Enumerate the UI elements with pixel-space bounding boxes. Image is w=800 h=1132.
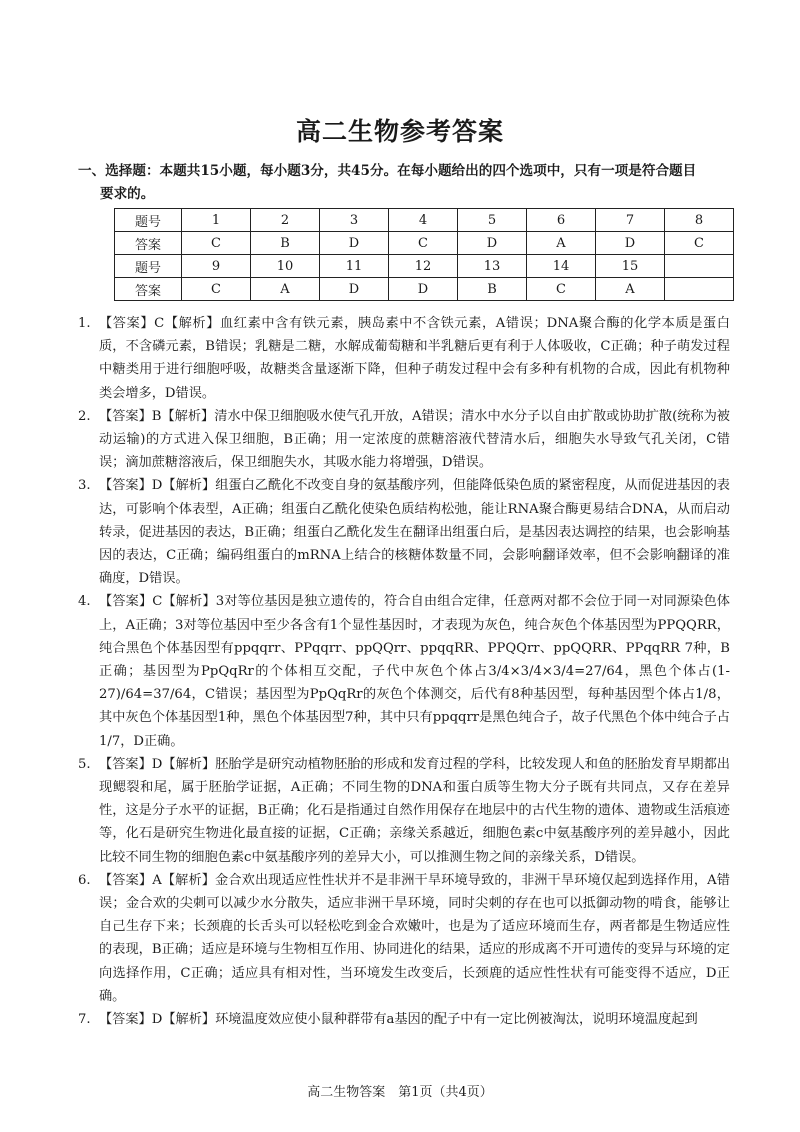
item-text: 【答案】B【解析】清水中保卫细胞吸水使气孔开放，A错误；清水中水分子以自由扩散或协助扩散(统称为被动运输)的方式进入保卫细胞，B正确；用一定浓度的蔗糖溶液代替清水后，细胞失水导致气孔关闭，C错误；滴加蔗糖溶液后，保卫细胞失水，其吸水能力将增强，D错误。 — [99, 408, 730, 471]
table-row-questions-1 — [115, 209, 734, 232]
question-cell: 4 — [389, 209, 458, 232]
question-cell: 9 — [182, 255, 251, 278]
item-number: 7. — [78, 1012, 91, 1028]
answer-cell: C — [182, 232, 251, 255]
page-title: 高二生物参考答案 — [295, 117, 504, 146]
explanation-list — [78, 312, 730, 1031]
question-cell: 1 — [182, 209, 251, 232]
question-cell: 11 — [320, 255, 389, 278]
row-label-answer: 答案 — [115, 278, 182, 301]
answer-cell-empty — [665, 278, 734, 301]
question-cell: 8 — [665, 209, 734, 232]
list-item — [78, 1008, 730, 1031]
section-heading — [78, 160, 728, 206]
answer-cell: D — [320, 278, 389, 301]
item-text: 【答案】C【解析】3对等位基因是独立遗传的，符合自由组合定律，任意两对都不会位于同一对同源染色体上，A正确；3对等位基因中至少各含有1个显性基因时，才表现为灰色，纯合灰色个体基因型为PPQQRR，纯合黑色个体基因型有ppqqrr、PPqqrr、ppQQrr、ppqqRR、PPQQrr、ppQQRR、PPqqRR 7种，B正确；基因型为PpQqRr的个体相互交配，子代中灰色个体占3/4×3/4×3/4=27/64，黑色个体占(1-27)/64=37/64，C错误；基因型为PpQqRr的灰色个体测交，后代有8种基因型，每种基因型个体占1/8，其中灰色个体基因型1种，黑色个体基因型7种，其中只有ppqqrr是黑色纯合子，故子代黑色个体中纯合子占1/7，D正确。 — [99, 594, 730, 749]
answer-cell: B — [251, 232, 320, 255]
answer-cell: D — [320, 232, 389, 255]
table-row-questions-2 — [115, 255, 734, 278]
row-label-question: 题号 — [115, 209, 182, 232]
row-label-answer: 答案 — [115, 232, 182, 255]
question-cell: 5 — [458, 209, 527, 232]
list-item — [78, 869, 730, 1008]
answer-cell: A — [596, 278, 665, 301]
question-cell: 15 — [596, 255, 665, 278]
item-text: 【答案】D【解析】环境温度效应使小鼠种群带有a基因的配子中有一定比例被淘汰，说明环境温度起到 — [99, 1012, 698, 1028]
answer-cell: A — [251, 278, 320, 301]
question-cell: 13 — [458, 255, 527, 278]
list-item — [78, 405, 730, 475]
question-cell: 10 — [251, 255, 320, 278]
question-cell-empty — [665, 255, 734, 278]
answer-cell: D — [458, 232, 527, 255]
answer-cell: D — [596, 232, 665, 255]
answer-cell: D — [389, 278, 458, 301]
answer-cell: C — [527, 278, 596, 301]
question-cell: 2 — [251, 209, 320, 232]
question-cell: 12 — [389, 255, 458, 278]
item-number: 3. — [78, 478, 91, 494]
answer-cell: C — [389, 232, 458, 255]
answer-table — [114, 208, 734, 301]
question-cell: 6 — [527, 209, 596, 232]
question-cell: 14 — [527, 255, 596, 278]
answer-cell: B — [458, 278, 527, 301]
table-row-answers-1 — [115, 232, 734, 255]
question-cell: 3 — [320, 209, 389, 232]
question-cell: 7 — [596, 209, 665, 232]
item-text: 【答案】D【解析】组蛋白乙酰化不改变自身的氨基酸序列，但能降低染色质的紧密程度，从而促进基因的表达，可影响个体表型，A正确；组蛋白乙酰化使染色质结构松弛，能让RNA聚合酶更易结合DNA，从而启动转录，促进基因的表达，B正确；组蛋白乙酰化发生在翻译出组蛋白后，是基因表达调控的结果，也会影响基因的表达，C正确；编码组蛋白的mRNA上结合的核糖体数量不同，会影响翻译效率，但不会影响翻译的准确度，D错误。 — [99, 478, 730, 587]
list-item — [78, 753, 730, 869]
section-heading-line-2: 要求的。 — [100, 186, 155, 202]
item-number: 5. — [78, 756, 91, 772]
item-number: 6. — [78, 872, 91, 888]
answer-cell: C — [182, 278, 251, 301]
item-text: 【答案】A【解析】金合欢出现适应性性状并不是非洲干旱环境导致的，非洲干旱环境仅起到选择作用，A错误；金合欢的尖刺可以减少水分散失，适应非洲干旱环境，同时尖刺的存在也可以抵御动物的啃食，能够让自己生存下来；长颈鹿的长舌头可以轻松吃到金合欢嫩叶，也是为了适应环境而生存，两者都是生物适应性的表现，B正确；适应是环境与生物相互作用、协同进化的结果，适应的形成离不开可遗传的变异与环境的定向选择作用，C正确；适应具有相对性，当环境发生改变后，长颈鹿的适应性性状有可能变得不适应，D正确。 — [99, 872, 730, 1004]
section-heading-line-1: 一、选择题：本题共15小题，每小题3分，共45分。在每小题给出的四个选项中，只有一项是符合题目 — [78, 163, 697, 179]
item-text: 【答案】C【解析】血红素中含有铁元素，胰岛素中不含铁元素，A错误；DNA聚合酶的化学本质是蛋白质，不含磷元素，B错误；乳糖是二糖，水解成葡萄糖和半乳糖后更有利于人体吸收，C正确；种子萌发过程中糖类用于进行细胞呼吸，故糖类含量逐渐下降，但种子萌发过程中会有多种有机物的合成，因此有机物种类会增多，D错误。 — [99, 316, 730, 401]
item-text: 【答案】D【解析】胚胎学是研究动植物胚胎的形成和发育过程的学科，比较发现人和鱼的胚胎发育早期都出现鳃裂和尾，属于胚胎学证据，A正确；不同生物的DNA和蛋白质等生物大分子既有共同点，又存在差异性，这是分子水平的证据，B正确；化石是指通过自然作用保存在地层中的古代生物的遗体、遗物或生活痕迹等，化石是研究生物进化最直接的证据，C正确；亲缘关系越近，细胞色素c中氨基酸序列的差异越小，因此比较不同生物的细胞色素c中氨基酸序列的差异大小，可以推测生物之间的亲缘关系，D错误。 — [99, 756, 730, 865]
answer-cell: A — [527, 232, 596, 255]
item-number: 1. — [78, 316, 91, 331]
item-number: 4. — [78, 594, 91, 610]
list-item — [78, 590, 730, 752]
table-row-answers-2 — [115, 278, 734, 301]
row-label-question: 题号 — [115, 255, 182, 278]
answer-cell: C — [665, 232, 734, 255]
list-item — [78, 312, 730, 405]
item-number: 2. — [78, 408, 91, 424]
list-item — [78, 474, 730, 590]
page-footer: 高二生物答案 第1页（共4页） — [307, 1085, 493, 1100]
